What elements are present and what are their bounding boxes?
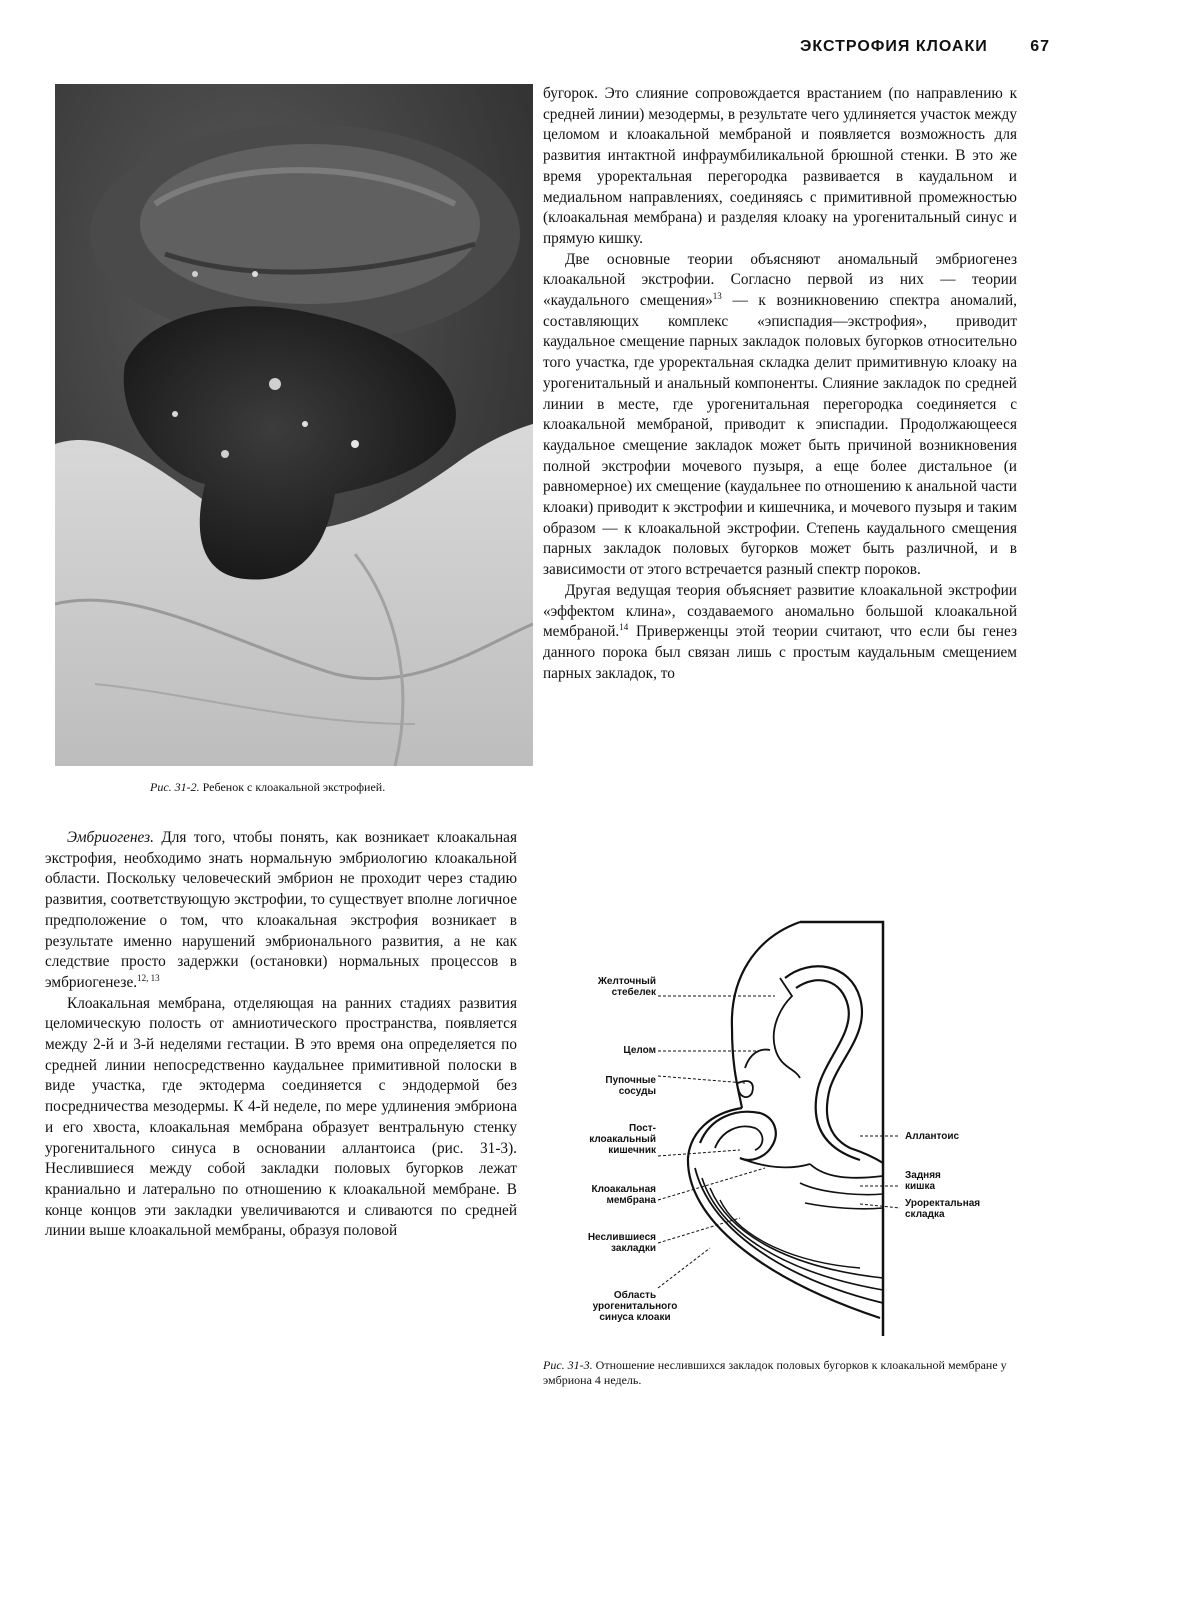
label-urorectal-fold [905, 1198, 1035, 1220]
label-line: Уроректальная [905, 1198, 981, 1209]
reference-superscript: 13 [712, 290, 722, 301]
label-line: кишечник [608, 1145, 656, 1156]
reference-superscript: 14 [619, 622, 629, 633]
label-urogenital-sinus-region [580, 1290, 690, 1323]
label-hindgut [905, 1170, 1035, 1192]
label-line: закладки [611, 1243, 656, 1254]
paragraph-text: Другая ведущая теория объясняет развитие клоакальной экстрофии «эффектом клина», создаваемого аномально большой клоакальной мембраной. [543, 581, 1017, 641]
paragraph-text: Приверженцы этой теории считают, что если бы генез данного порока был связан лишь с простым каудальным смещением парных закладок, то [543, 623, 1017, 682]
label-line: синуса клоаки [599, 1312, 671, 1323]
reference-superscript: 12, 13 [137, 972, 160, 983]
figure-31-2-caption [150, 780, 385, 795]
label-line: урогенитального [592, 1301, 678, 1312]
figure-31-2-photo [55, 84, 533, 766]
label-line: сосуды [618, 1086, 656, 1097]
paragraph-text: Клоакальная мембрана, отделяющая на ранних стадиях развития целомическую полость от амниотического пространства, появляется между 2-й и 3-й неделями гестации. В это время она определяется по средней линии непосредственно каудальнее примитивной полоски в виде участка, где эктодерма соединяется с эндодермой без посредничества мезодермы. К 4-й неделе, по мере удлинения эмбриона и его хвоста, клоакальная мембрана образует вентральную стенку урогенитального синуса в основании аллантоиса (рис. 31-3). Неслившиеся между собой закладки половых бугорков лежат краниально и латерально по отношению к клоакальной мембране. В конце концов эти закладки увеличиваются и сливаются по средней линии выше клоакальной мембраны, образуя половой [45, 994, 517, 1240]
paragraph [543, 84, 1017, 250]
label-allantois [905, 1131, 1035, 1142]
paragraph-text: — к возникновению спектра аномалий, составляющих комплекс «эписпадия—экстрофия», приводит каудальное смещение парных закладок половых бугорков относительно того участка, где уроректальная складка делит примитивную клоаку на урогенитальный и анальный компоненты. Слияние закладок по средней линии в месте, где урогенитальная перегородка соединяется с клоакальной мембраной, приводит к эписпадии. Продолжающееся каудальное смещение закладок может быть причиной возникновения полной экстрофии мочевого пузыря, а еще более дистальное (и равномерное) их смещение (каудальнее по отношению к анальной части клоаки) приводит к экстрофии и кишечника, и мочевого пузыря и таким образом — к клоакальной экстрофии. Степень каудального смещения парных закладок половых бугорков может быть различной, и в зависимости от этого встречается разный спектр пороков. [543, 292, 1017, 579]
page-number: 67 [1030, 38, 1050, 55]
label-line: складка [905, 1209, 945, 1220]
figure-31-2-caption-text: Ребенок с клоакальной экстрофией. [202, 780, 386, 794]
label-line: Желточный [597, 976, 656, 987]
figure-31-3-caption [543, 1358, 1018, 1388]
section-heading-embryogenesis: Эмбриогенез. [67, 829, 154, 846]
paragraph-text: Для того, чтобы понять, как возникает клоакальная экстрофия, необходимо знать нормальную эмбриологию клоакальной области. Поскольку человеческий эмбрион не проходит через стадию развития, соответствующую экстрофии, то существует вполне логичное предположение о том, что клоакальная экстрофия возникает в результате именно нарушений эмбрионального развития, а не как следствие просто задержки (остановки) нормальных процессов в эмбриогенезе. [45, 829, 517, 991]
running-title: ЭКСТРОФИЯ КЛОАКИ [800, 38, 988, 55]
label-line: Целом [623, 1045, 656, 1056]
label-line: Неслившиеся [587, 1232, 656, 1243]
label-line: стебелек [611, 987, 656, 998]
label-coelom [560, 1045, 656, 1056]
photo-illustration [55, 84, 533, 766]
figure-31-3-caption-text: Отношение неслившихся закладок половых бугорков к клоакальной мембране у эмбриона 4 недель. [543, 1358, 1007, 1387]
label-line: Пупочные [605, 1075, 656, 1086]
label-line: клоакальный [589, 1134, 656, 1145]
label-line: Пост- [629, 1123, 656, 1134]
paragraph [543, 581, 1017, 685]
label-line: кишка [905, 1181, 936, 1192]
label-line: Задняя [905, 1170, 941, 1181]
paragraph-text: бугорок. Это слияние сопровождается врастанием (по направлению к средней линии) мезодермы, в результате чего удлиняется участок между целомом и клоакальной мембраной и появляется возможность для развития интактной инфраумбиликальной брюшной стенки. В это же время уроректальная перегородка развивается в каудальном и медиальном направлениях, соединяясь с примитивной промежностью (клоакальная мембрана) и разделяя клоаку на урогенитальный синус и прямую кишку. [543, 85, 1017, 247]
label-umbilical-vessels [560, 1075, 656, 1097]
figure-31-3-diagram [560, 918, 1050, 1348]
paragraph [45, 828, 517, 994]
paragraph-text: Две основные теории объясняют аномальный эмбриогенез клоакальной экстрофии. Согласно первой из них — теории «каудального смещения» [543, 250, 1017, 310]
left-column [45, 828, 517, 1242]
label-line: мембрана [606, 1195, 656, 1206]
label-line: Клоакальная [591, 1184, 656, 1195]
paragraph [543, 250, 1017, 581]
label-yolk-stalk [560, 976, 656, 998]
paragraph [45, 994, 517, 1242]
label-line: Область [613, 1290, 657, 1301]
running-header [800, 38, 1050, 62]
figure-31-2-label: Рис. 31-2. [150, 780, 200, 794]
label-postcloacal-gut [560, 1123, 656, 1156]
right-column [543, 84, 1017, 684]
label-line: Аллантоис [905, 1131, 960, 1142]
label-cloacal-membrane [560, 1184, 656, 1206]
label-unfused-primordia [560, 1232, 656, 1254]
figure-31-3-label: Рис. 31-3. [543, 1358, 593, 1372]
